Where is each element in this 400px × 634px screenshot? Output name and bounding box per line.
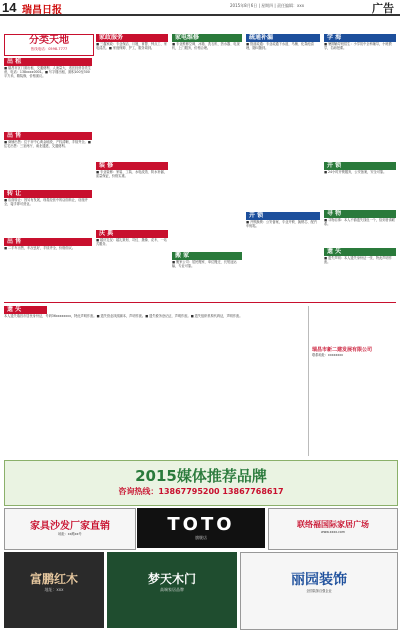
col4-head-0: 疏通补漏 [246, 34, 320, 42]
media-ad [4, 460, 398, 506]
col1-body-2: ■ 店面转让：因另有发展，现将经营中的店面转让，设施齐全，接手即可营业。 [4, 198, 88, 207]
ad-toto-name: TOTO [167, 514, 235, 535]
col5-body-1: ■ 24小时开锁服务，公安备案，安全可靠。 [324, 170, 387, 174]
media-ad-phone: 咨询热线：13867795200 13867768617 [118, 487, 284, 496]
ad-lianluofu-name: 联络福国际家居广场 [297, 520, 369, 529]
ad-liyuan-sub: 全国装饰百强企业 [306, 589, 332, 593]
col1-body-0: ■ 瑞昌市区门面出租，交通便利，人流量大，适宜经营各类生意，电话：138xxxx0001。■ 写字楼出租，面积100至300平方米，精装修，价格面议。 [4, 66, 91, 79]
col5-head-0: 学 海 [324, 34, 396, 42]
ad-toto[interactable] [137, 508, 265, 548]
divider-mid [4, 302, 396, 303]
ad-hongmu-sub: 地址：xxx [44, 587, 64, 592]
banner-sub: 热线电话：0598-7777 [30, 47, 68, 51]
col1-body-3: ■ 二手车出售，车况良好，手续齐全，价格面议。 [4, 246, 75, 250]
column-2 [96, 34, 168, 298]
column-3 [172, 34, 242, 298]
ad-mengtian[interactable] [107, 552, 237, 628]
banner-title: 分类天地 [29, 35, 69, 46]
col4-body-1: ■ 开锁换锁：公安备案，专业开锁、换锁芯、配汽车钥匙。 [246, 220, 317, 229]
page-number: 14 [2, 0, 17, 15]
col2-body-0: ■ 三鑫家政：专业保洁、月嫂、育婴、钟点工、家电清洗。■ 家庭保姆、护工，服务周到。 [96, 42, 167, 51]
col2-head-1: 装 修 [96, 162, 168, 170]
ad-liyuan[interactable] [240, 552, 398, 630]
col5-body-3: ■ 遗失声明：本人遗失身份证一张，特此声明作废。 [324, 256, 392, 265]
col5-body-2: ■ 寻物启事：本人不慎遗失钱包一个，拾到者请联系。 [324, 218, 395, 227]
notice-block [4, 306, 304, 456]
col2-head-2: 庆 典 [96, 230, 168, 238]
ad-mengtian-name: 梦天木门 [147, 572, 196, 586]
company-title: 瑞昌市新二建发展有限公司 [312, 347, 373, 353]
column-1 [4, 58, 92, 298]
col2-body-1: ■ 专业装修：家装、工装、水电改造、防水补漏，质量保证，价格实惠。 [96, 170, 167, 179]
header-info: 2015年8月6日 | 星期四 | 责任编辑：xxx [230, 3, 305, 8]
classified-banner [4, 34, 94, 56]
notice-head: 遗 失 [4, 306, 47, 314]
ad-lianluofu[interactable] [268, 508, 398, 550]
ad-mengtian-sub: 高端家居品牌 [160, 587, 184, 592]
col3-head-1: 搬 家 [172, 252, 242, 260]
col2-body-2: ■ 婚庆礼仪：婚礼策划、司仪、摄像、花车，一站式服务。 [96, 238, 167, 247]
col5-head-2: 寻 物 [324, 210, 396, 218]
section-title: 广告 [372, 2, 394, 15]
ad-liyuan-name: 丽园装饰 [291, 572, 347, 588]
col5-head-1: 开 锁 [324, 162, 396, 170]
col5-body-0: ■ 暑期辅导班招生：小学初中全科辅导，小班教学，名师授课。 [324, 42, 392, 51]
col4-head-1: 开 锁 [246, 212, 320, 220]
company-sub: 联系地址：xxxxxxxx [312, 353, 344, 357]
ad-hongmu-name: 富鹏红木 [29, 572, 78, 586]
col1-head-3: 出 售 [4, 238, 92, 246]
col3-body-0: ■ 专业维修空调、冰箱、洗衣机、热水器、电视机，上门服务，价格合理。 [172, 42, 240, 51]
col1-head-1: 出 售 [4, 132, 92, 140]
ad-toto-sub: 旗舰店 [195, 535, 207, 540]
col4-body-0: ■ 管道疏通：专业疏通下水道、马桶、化粪池清理，随叫随到。 [246, 42, 314, 51]
paper-logo: 瑞昌日报 [22, 5, 62, 16]
ad-furniture[interactable] [4, 508, 136, 550]
col1-head-2: 转 让 [4, 190, 92, 198]
col3-head-0: 家电维修 [172, 34, 242, 42]
col5-head-3: 遗 失 [324, 248, 396, 256]
col1-body-1: ■ 商铺出售：位于市中心黄金地段，产权清晰，手续齐全。■ 住宅出售：三室两厅，南北通透，交通便利。 [4, 140, 91, 149]
col1-head-0: 出 租 [4, 58, 92, 66]
company-block [308, 306, 400, 456]
column-4 [246, 34, 320, 298]
notice-body: 本人遗失瑞昌市居民身份证，号码36xxxxxxxx，特此声明作废。■ 遗失营业执照副本，声明作废。■ 遗失税务登记证，声明作废。■ 遗失组织机构代码证，声明作废。 [4, 314, 243, 318]
ad-hongmu[interactable] [4, 552, 104, 628]
col2-head-0: 家政服务 [96, 34, 168, 42]
ad-lianluofu-sub: www.xxxx.com [321, 530, 345, 534]
column-5 [324, 34, 396, 298]
ad-furniture-sub: 地址：xx路xx号 [58, 532, 82, 536]
col3-body-1: ■ 搬家公司：居民搬家、单位搬迁、长短途运输，专业可靠。 [172, 260, 237, 269]
ad-furniture-name: 家具沙发厂家直销 [30, 521, 110, 532]
media-ad-title: 2015媒体推荐品牌 [135, 467, 267, 485]
